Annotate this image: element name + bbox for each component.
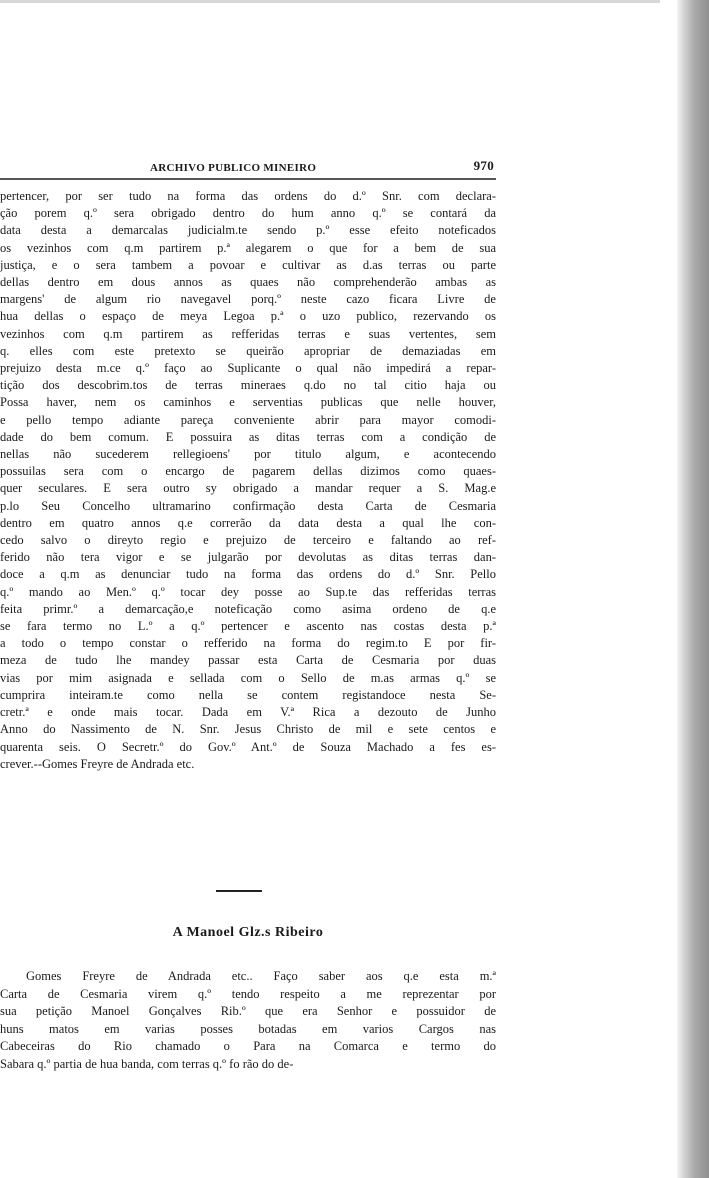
header-title: ARCHIVO PUBLICO MINEIRO [150, 162, 317, 174]
text-line: doce a q.m as denunciar tudo na forma das ordens do d.º Snr. Pello [0, 567, 496, 582]
text-line: os vezinhos com q.m partirem p.ª alegarem o que for a bem de sua [0, 240, 496, 255]
text-line: possuilas sera com o encargo de pagarem dellas dizimos como quaes- [0, 464, 496, 479]
text-line: vias por mim asignada e sellada com o Sello de m.as armas q.º se [0, 670, 496, 685]
text-line: tição dos descobrim.tos de terras mineraes q.do no tal citio haja ou [0, 378, 496, 393]
text-line: e pello tempo adiante pareça conveniente abrir para mayor comodi- [0, 412, 496, 427]
text-line: Cabeceiras do Rio chamado o Para na Comarca e termo do [0, 1039, 496, 1054]
text-line: ção porem q.º sera obrigado dentro do hum anno q.º se contará da [0, 206, 496, 221]
text-line: Possa haver, nem os caminhos e serventias publicas que nelle houver, [0, 395, 496, 410]
paragraph-new-grant [0, 968, 496, 1074]
text-line: meza de tudo lhe mandey passar esta Carta de Cesmaria por duas [0, 653, 496, 668]
text-line: quer seculares. E sera outro sy obrigado a mandar requer a S. Mag.e [0, 481, 496, 496]
text-line: sua petição Manoel Gonçalves Rib.º que era Senhor e possuidor de [0, 1004, 496, 1019]
text-line: feita primr.º a demarcação,e noteficação como asima ordeno de q.e [0, 601, 496, 616]
text-line: ferido não tera vigor e se julgarão por devolutas as ditas terras dan- [0, 550, 496, 565]
text-line: data desta a demarcalas judicialm.te sendo p.º esse efeito noteficados [0, 223, 496, 238]
text-line: p.lo Seu Concelho ultramarino confirmação desta Carta de Cesmaria [0, 498, 496, 513]
text-line: margens' de algum rio navegavel porq.º neste cazo ficara Livre de [0, 292, 496, 307]
text-line: Gomes Freyre de Andrada etc.. Faço saber aos q.e esta m.ª [26, 969, 496, 983]
text-line: quarenta seis. O Secretr.º do Gov.º Ant.º de Souza Machado a fes es- [0, 739, 496, 754]
text-line: q.º mando ao Men.º q.º tocar dey posse ao Sup.te das refferidas terras [0, 584, 496, 599]
page-number: 970 [473, 158, 494, 173]
book-spine-edge [677, 0, 709, 1178]
paragraph-grant-continuation [0, 188, 496, 773]
text-line: cumprira inteiram.te como nella se contem registandoce nesta Se- [0, 687, 496, 702]
text-line: prejuizo desta m.ce q.º faço ao Suplicante o qual não impedirá a repar- [0, 361, 496, 376]
text-line: dellas dentro em dous annos as quaes não comprehenderão ambas as [0, 275, 496, 290]
text-line: hua dellas o espaço de meya Legoa p.ª o uzo publico, rezervando os [0, 309, 496, 324]
section-title: A Manoel Glz.s Ribeiro [172, 925, 324, 940]
header-rule [0, 178, 496, 180]
text-line: cedo salvo o direyto regio e prejuizo de terceiro e faltando ao ref- [0, 533, 496, 548]
text-line: huns matos em varias posses botadas em varios Cargos nas [0, 1021, 496, 1036]
text-line: Carta de Cesmaria virem q.º tendo respeito a me reprezentar por [0, 986, 496, 1001]
text-line: q. elles com este pretexto se queirão apropriar de demaziadas em [0, 343, 496, 358]
text-line: nellas não sucederem rellegioens' por titulo algum, e acontecendo [0, 447, 496, 462]
text-line: a todo o tempo constar o refferido na forma do regim.to E por fir- [0, 636, 496, 651]
text-line: se fara termo no L.º a q.º pertencer e ascento nas costas desta p.ª [0, 619, 496, 634]
text-line: dentro em quatro annos q.e correrão da data desta a qual lhe con- [0, 515, 496, 530]
text-line: pertencer, por ser tudo na forma das ordens do d.º Snr. com declara- [0, 189, 496, 203]
text-line: cretr.ª e onde mais tocar. Dada em V.ª Rica a dezouto de Junho [0, 705, 496, 720]
text-line: Anno do Nassimento de N. Snr. Jesus Christo de mil e sete centos e [0, 722, 496, 737]
text-line: crever.--Gomes Freyre de Andrada etc. [0, 756, 195, 771]
text-line: Sabara q.º partia de hua banda, com terras q.º fo rão do de- [0, 1056, 294, 1071]
text-line: vezinhos com q.m partirem as refferidas terras e suas vertentes, sem [0, 326, 496, 341]
text-line: dade do bem comum. E possuira as ditas terras com a condição de [0, 429, 496, 444]
running-header [0, 158, 496, 178]
text-line: justiça, e o sera tambem a povoar e cultivar as d.as terras ou parte [0, 257, 496, 272]
section-divider [216, 890, 262, 892]
